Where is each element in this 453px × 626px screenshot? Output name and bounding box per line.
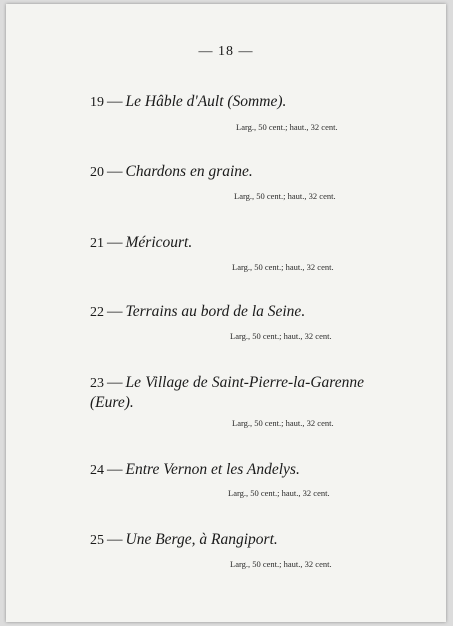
entry-title: Chardons en graine.: [125, 163, 253, 180]
entry-dash: —: [107, 303, 123, 320]
entry-dimensions-24: Larg., 50 cent.; haut., 32 cent.: [228, 488, 330, 498]
entry-number: 20: [90, 165, 104, 180]
catalogue-entry-19: [90, 92, 364, 112]
catalogue-page: [6, 4, 446, 622]
entry-dimensions-21: Larg., 50 cent.; haut., 32 cent.: [232, 262, 334, 272]
entry-title-line: [90, 162, 364, 182]
entry-number: 25: [90, 533, 104, 548]
entry-title-line: [90, 373, 364, 412]
entry-dash: —: [107, 234, 123, 251]
entry-dimensions-22: Larg., 50 cent.; haut., 32 cent.: [230, 331, 332, 341]
entry-number: 23: [90, 376, 104, 391]
entry-title: Entre Vernon et les Andelys.: [125, 461, 300, 478]
entry-dimensions-23: Larg., 50 cent.; haut., 32 cent.: [232, 418, 334, 428]
entry-number: 22: [90, 305, 104, 320]
catalogue-entry-23: [90, 373, 364, 412]
entry-title: Terrains au bord de la Seine.: [125, 303, 306, 320]
catalogue-entry-25: [90, 530, 364, 550]
entry-title: Le Village de Saint-Pierre-la-Garenne (Eure).: [90, 374, 364, 411]
entry-title-line: [90, 460, 364, 480]
catalogue-entry-21: [90, 233, 364, 253]
catalogue-entry-22: [90, 302, 364, 322]
entry-title-line: [90, 530, 364, 550]
entry-dash: —: [107, 163, 123, 180]
entry-dash: —: [107, 93, 123, 110]
entry-title: Méricourt.: [125, 234, 193, 251]
entry-title: Le Hâble d'Ault (Somme).: [125, 93, 287, 110]
entry-dash: —: [107, 374, 123, 391]
entry-dash: —: [107, 531, 123, 548]
entry-title-line: [90, 233, 364, 253]
entry-title-line: [90, 302, 364, 322]
catalogue-entry-20: [90, 162, 364, 182]
page-number: — 18 —: [198, 44, 254, 59]
entry-number: 21: [90, 236, 104, 251]
entry-dimensions-19: Larg., 50 cent.; haut., 32 cent.: [236, 122, 338, 132]
entry-title: Une Berge, à Rangiport.: [125, 531, 278, 548]
entry-title-line: [90, 92, 364, 112]
catalogue-entry-24: [90, 460, 364, 480]
entry-dimensions-25: Larg., 50 cent.; haut., 32 cent.: [230, 559, 332, 569]
entry-number: 19: [90, 95, 104, 110]
entry-dimensions-20: Larg., 50 cent.; haut., 32 cent.: [234, 191, 336, 201]
entry-dash: —: [107, 461, 123, 478]
entry-number: 24: [90, 463, 104, 478]
